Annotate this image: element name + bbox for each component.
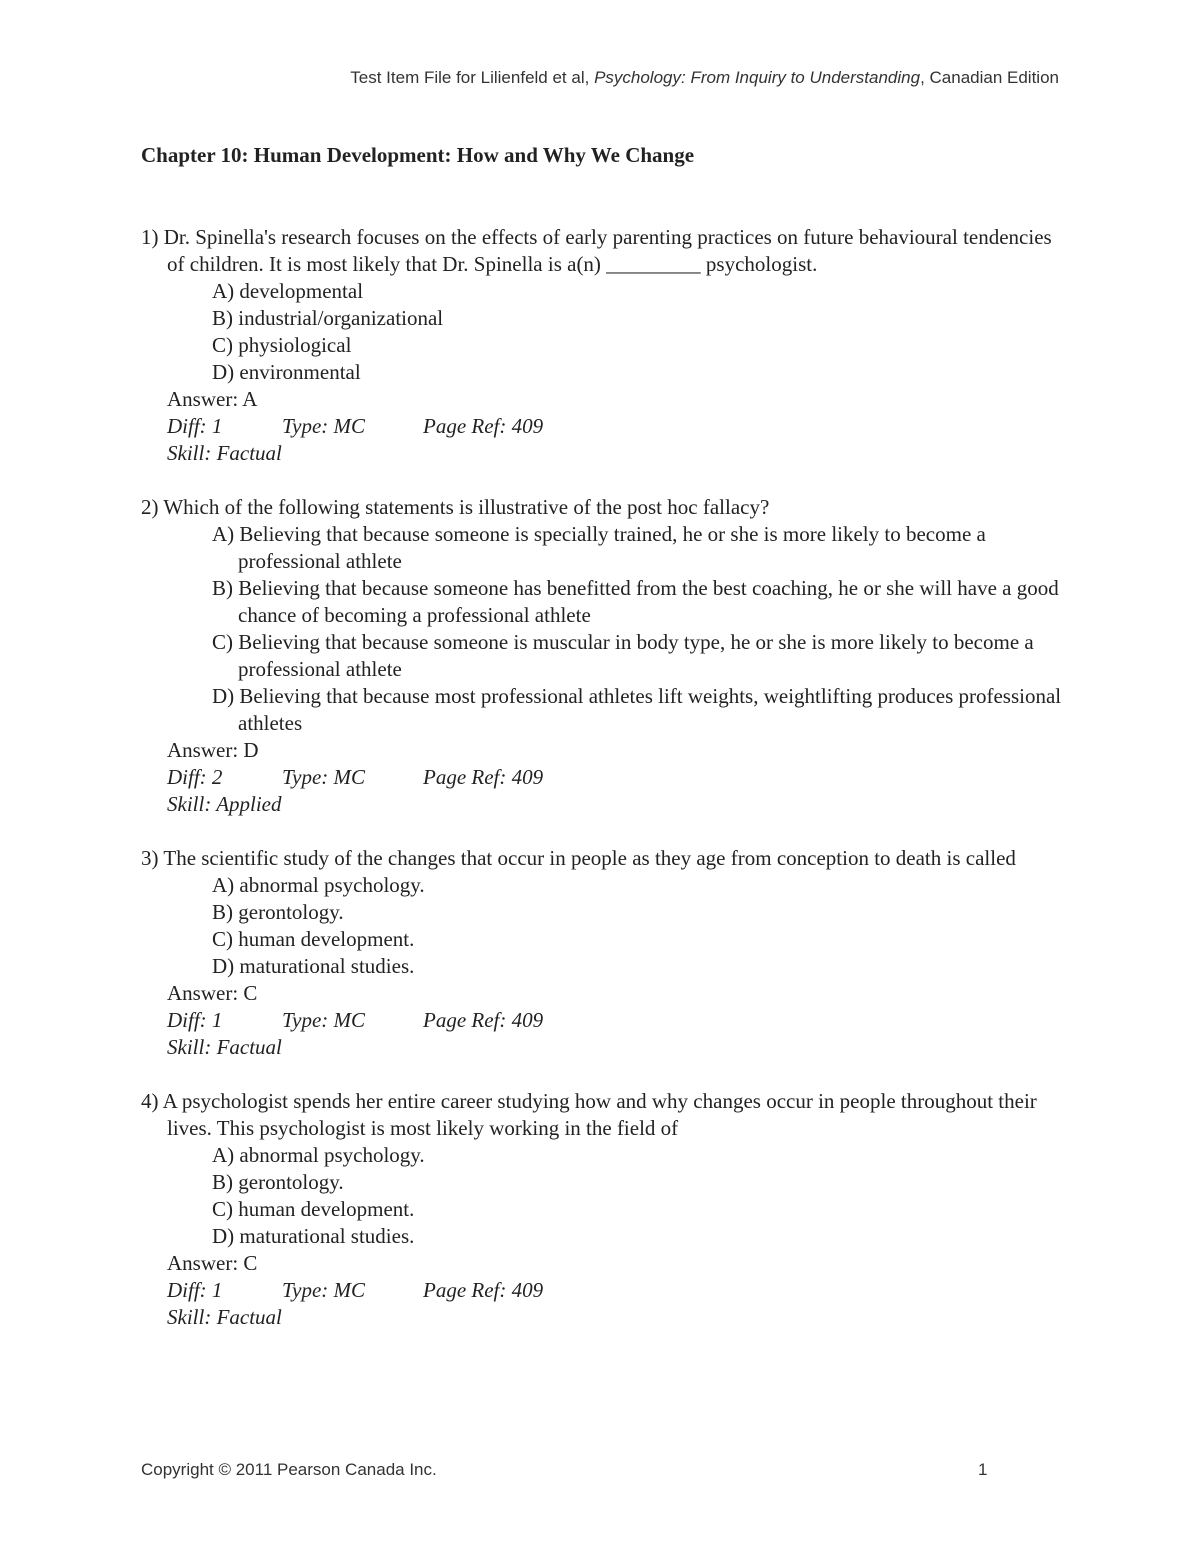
difficulty: Diff: 1 [167, 1008, 223, 1032]
page-header [350, 68, 1059, 88]
question-stem: 4) A psychologist spends her entire career studying how and why changes occur in people throughout their lives. This psychologist is most likely working in the field of [141, 1089, 1037, 1140]
page-number: 1 [978, 1460, 988, 1479]
difficulty: Diff: 1 [167, 1278, 223, 1302]
option-c: C) human development. [212, 1197, 415, 1221]
skill: Skill: Factual [167, 1305, 282, 1329]
question-list [141, 224, 1071, 1358]
answer: Answer: C [167, 1251, 258, 1275]
header-prefix: Test Item File for Lilienfeld et al, [350, 68, 595, 87]
difficulty: Diff: 2 [167, 765, 223, 789]
question-type: Type: MC [282, 1008, 366, 1032]
option-c: C) physiological [212, 333, 352, 357]
skill: Skill: Factual [167, 441, 282, 465]
question-3 [141, 845, 1071, 1061]
skill: Skill: Applied [167, 792, 282, 816]
question-stem: 1) Dr. Spinella's research focuses on the effects of early parenting practices on future behavioural tendencies of children. It is most likely that Dr. Spinella is a(n) _________ psychologist. [141, 225, 1052, 276]
header-book-title: Psychology: From Inquiry to Understanding [594, 68, 921, 87]
option-d: D) Believing that because most professional athletes lift weights, weightlifting produces professional athletes [212, 684, 1062, 735]
option-d: D) maturational studies. [212, 954, 415, 978]
option-b: B) industrial/organizational [212, 306, 444, 330]
chapter-title: Chapter 10: Human Development: How and Why We Change [141, 143, 695, 167]
question-type: Type: MC [282, 765, 366, 789]
answer: Answer: A [167, 387, 258, 411]
copyright-notice: Copyright © 2011 Pearson Canada Inc. [141, 1460, 437, 1479]
question-metadata [141, 1007, 1071, 1034]
option-a: A) abnormal psychology. [212, 1143, 425, 1167]
question-2 [141, 494, 1071, 818]
option-c: C) Believing that because someone is muscular in body type, he or she is more likely to become a professional athlete [212, 630, 1034, 681]
question-stem: 2) Which of the following statements is illustrative of the post hoc fallacy? [141, 495, 770, 519]
difficulty: Diff: 1 [167, 414, 223, 438]
question-metadata [141, 764, 1071, 791]
option-d: D) environmental [212, 360, 361, 384]
page-ref: Page Ref: 409 [423, 414, 544, 438]
header-suffix: , Canadian Edition [920, 68, 1059, 87]
option-c: C) human development. [212, 927, 415, 951]
answer: Answer: C [167, 981, 258, 1005]
page-ref: Page Ref: 409 [423, 1008, 544, 1032]
question-metadata [141, 1277, 1071, 1304]
option-b: B) gerontology. [212, 900, 344, 924]
option-d: D) maturational studies. [212, 1224, 415, 1248]
question-type: Type: MC [282, 1278, 366, 1302]
question-4 [141, 1088, 1071, 1331]
option-b: B) gerontology. [212, 1170, 344, 1194]
option-a: A) abnormal psychology. [212, 873, 425, 897]
question-stem: 3) The scientific study of the changes that occur in people as they age from conception to death is called [141, 846, 1016, 870]
page-ref: Page Ref: 409 [423, 1278, 544, 1302]
question-type: Type: MC [282, 414, 366, 438]
option-a: A) developmental [212, 279, 364, 303]
question-1 [141, 224, 1071, 467]
skill: Skill: Factual [167, 1035, 282, 1059]
option-b: B) Believing that because someone has benefitted from the best coaching, he or she will have a good chance of becoming a professional athlete [212, 576, 1059, 627]
question-metadata [141, 413, 1071, 440]
page-ref: Page Ref: 409 [423, 765, 544, 789]
answer: Answer: D [167, 738, 259, 762]
option-a: A) Believing that because someone is specially trained, he or she is more likely to become a professional athlete [212, 522, 986, 573]
